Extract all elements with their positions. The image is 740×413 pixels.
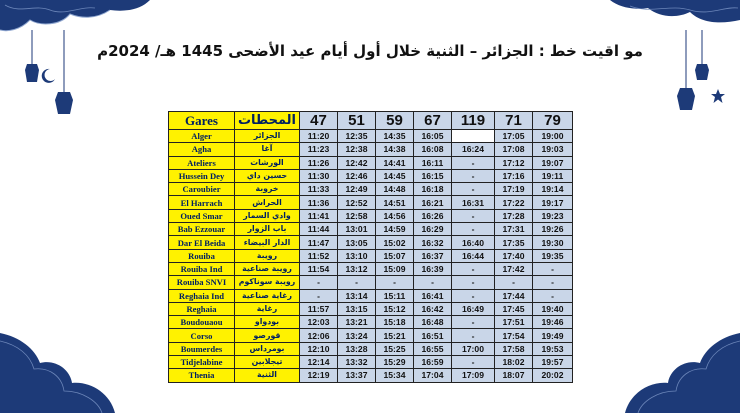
- time-cell: -: [452, 356, 495, 369]
- table-row: [169, 316, 573, 329]
- time-cell: 13:32: [338, 356, 376, 369]
- time-cell: -: [452, 169, 495, 182]
- time-cell: 16:32: [414, 236, 452, 249]
- time-cell: [452, 130, 495, 143]
- time-cell: 17:16: [495, 169, 533, 182]
- time-cell: -: [414, 276, 452, 289]
- table-row: [169, 302, 573, 315]
- time-cell: 17:31: [495, 223, 533, 236]
- train-number: 59: [376, 112, 414, 130]
- table-row: [169, 262, 573, 275]
- time-cell: -: [495, 276, 533, 289]
- time-cell: 11:57: [300, 302, 338, 315]
- time-cell: 19:03: [533, 143, 573, 156]
- time-cell: 17:09: [452, 369, 495, 382]
- time-cell: 16:42: [414, 302, 452, 315]
- train-number: 67: [414, 112, 452, 130]
- time-cell: -: [338, 276, 376, 289]
- station-name: Boudouaou: [169, 316, 235, 329]
- time-cell: 17:12: [495, 156, 533, 169]
- time-cell: 16:44: [452, 249, 495, 262]
- time-cell: 19:00: [533, 130, 573, 143]
- time-cell: 16:49: [452, 302, 495, 315]
- time-cell: 17:22: [495, 196, 533, 209]
- crescent-icon: [40, 68, 56, 84]
- time-cell: 15:34: [376, 369, 414, 382]
- time-cell: -: [452, 183, 495, 196]
- station-name-arabic: رغاية: [235, 302, 300, 315]
- table-row: [169, 183, 573, 196]
- time-cell: 20:02: [533, 369, 573, 382]
- time-cell: 16:59: [414, 356, 452, 369]
- time-cell: -: [452, 289, 495, 302]
- station-name: Boumerdes: [169, 342, 235, 355]
- time-cell: 15:18: [376, 316, 414, 329]
- time-cell: 13:10: [338, 249, 376, 262]
- time-cell: 11:36: [300, 196, 338, 209]
- time-cell: -: [533, 289, 573, 302]
- time-cell: 12:49: [338, 183, 376, 196]
- station-name-arabic: خروبة: [235, 183, 300, 196]
- time-cell: 13:05: [338, 236, 376, 249]
- station-name-arabic: الورشات: [235, 156, 300, 169]
- station-name: El Harrach: [169, 196, 235, 209]
- time-cell: -: [533, 276, 573, 289]
- time-cell: 17:35: [495, 236, 533, 249]
- time-cell: 17:58: [495, 342, 533, 355]
- time-cell: 16:41: [414, 289, 452, 302]
- station-name: Bab Ezzouar: [169, 223, 235, 236]
- time-cell: 16:29: [414, 223, 452, 236]
- corner-ornament-bottom-left: [0, 313, 150, 413]
- header-gares: Gares: [169, 112, 235, 130]
- time-cell: 14:38: [376, 143, 414, 156]
- time-cell: 17:05: [495, 130, 533, 143]
- time-cell: 17:45: [495, 302, 533, 315]
- time-cell: 11:26: [300, 156, 338, 169]
- station-name: Rouiba SNVI: [169, 276, 235, 289]
- time-cell: 18:02: [495, 356, 533, 369]
- time-cell: 19:17: [533, 196, 573, 209]
- time-cell: 15:02: [376, 236, 414, 249]
- time-cell: 16:55: [414, 342, 452, 355]
- star-icon: [710, 88, 726, 104]
- time-cell: 13:14: [338, 289, 376, 302]
- table-row: [169, 249, 573, 262]
- station-name: Alger: [169, 130, 235, 143]
- time-cell: 11:47: [300, 236, 338, 249]
- table-row: [169, 236, 573, 249]
- time-cell: 16:39: [414, 262, 452, 275]
- time-cell: -: [452, 316, 495, 329]
- time-cell: 19:57: [533, 356, 573, 369]
- station-name-arabic: بودواو: [235, 316, 300, 329]
- train-number: 47: [300, 112, 338, 130]
- time-cell: 19:07: [533, 156, 573, 169]
- time-cell: 17:08: [495, 143, 533, 156]
- station-name: Rouiba: [169, 249, 235, 262]
- time-cell: 16:37: [414, 249, 452, 262]
- station-name-arabic: آغا: [235, 143, 300, 156]
- time-cell: 19:23: [533, 209, 573, 222]
- time-cell: 19:53: [533, 342, 573, 355]
- time-cell: 12:35: [338, 130, 376, 143]
- station-name: Tidjelabine: [169, 356, 235, 369]
- time-cell: 13:28: [338, 342, 376, 355]
- time-cell: 17:00: [452, 342, 495, 355]
- time-cell: 19:26: [533, 223, 573, 236]
- time-cell: 12:46: [338, 169, 376, 182]
- station-name: Thenia: [169, 369, 235, 382]
- time-cell: 14:35: [376, 130, 414, 143]
- time-cell: 16:24: [452, 143, 495, 156]
- time-cell: 19:11: [533, 169, 573, 182]
- station-name-arabic: الحراش: [235, 196, 300, 209]
- station-name-arabic: قورصو: [235, 329, 300, 342]
- time-cell: 12:52: [338, 196, 376, 209]
- time-cell: -: [300, 289, 338, 302]
- time-cell: 16:08: [414, 143, 452, 156]
- train-number: 71: [495, 112, 533, 130]
- time-cell: 11:52: [300, 249, 338, 262]
- time-cell: -: [533, 262, 573, 275]
- time-cell: -: [452, 156, 495, 169]
- time-cell: 12:03: [300, 316, 338, 329]
- page-title: مو اقيت خط : الجزائر – الثنية خلال أول أيام عيد الأضحى 1445 هـ/ 2024م: [97, 42, 643, 60]
- time-cell: 16:26: [414, 209, 452, 222]
- time-cell: 17:42: [495, 262, 533, 275]
- time-cell: 13:01: [338, 223, 376, 236]
- time-cell: 13:12: [338, 262, 376, 275]
- time-cell: 17:51: [495, 316, 533, 329]
- station-name-arabic: رغاية صناعية: [235, 289, 300, 302]
- station-name-arabic: الثنية: [235, 369, 300, 382]
- time-cell: 16:31: [452, 196, 495, 209]
- corner-ornament-bottom-right: [590, 313, 740, 413]
- train-number: 79: [533, 112, 573, 130]
- time-cell: 16:51: [414, 329, 452, 342]
- time-cell: 15:09: [376, 262, 414, 275]
- time-cell: 14:41: [376, 156, 414, 169]
- header-row: [169, 112, 573, 130]
- time-cell: 15:12: [376, 302, 414, 315]
- table-row: [169, 130, 573, 143]
- header-arabic: المحطات: [235, 112, 300, 130]
- time-cell: -: [452, 223, 495, 236]
- station-name-arabic: رويبة صناعية: [235, 262, 300, 275]
- table-row: [169, 143, 573, 156]
- time-cell: 12:10: [300, 342, 338, 355]
- time-cell: 17:28: [495, 209, 533, 222]
- time-cell: 17:54: [495, 329, 533, 342]
- table-row: [169, 356, 573, 369]
- time-cell: 14:48: [376, 183, 414, 196]
- station-name: Ateliers: [169, 156, 235, 169]
- table-row: [169, 276, 573, 289]
- schedule-table: [168, 111, 573, 383]
- time-cell: 15:11: [376, 289, 414, 302]
- time-cell: 12:06: [300, 329, 338, 342]
- table-row: [169, 196, 573, 209]
- time-cell: 19:46: [533, 316, 573, 329]
- time-cell: 13:15: [338, 302, 376, 315]
- time-cell: 12:42: [338, 156, 376, 169]
- time-cell: 16:18: [414, 183, 452, 196]
- station-name-arabic: تيجلابين: [235, 356, 300, 369]
- train-number: 119: [452, 112, 495, 130]
- time-cell: 11:30: [300, 169, 338, 182]
- time-cell: 12:19: [300, 369, 338, 382]
- station-name-arabic: حسين داي: [235, 169, 300, 182]
- time-cell: 14:51: [376, 196, 414, 209]
- time-cell: 16:21: [414, 196, 452, 209]
- table-row: [169, 209, 573, 222]
- time-cell: 15:25: [376, 342, 414, 355]
- table-row: [169, 329, 573, 342]
- time-cell: 16:15: [414, 169, 452, 182]
- train-number: 51: [338, 112, 376, 130]
- station-name-arabic: رويبة: [235, 249, 300, 262]
- time-cell: 13:37: [338, 369, 376, 382]
- table-row: [169, 156, 573, 169]
- time-cell: -: [452, 209, 495, 222]
- time-cell: 15:29: [376, 356, 414, 369]
- time-cell: 14:59: [376, 223, 414, 236]
- time-cell: 11:20: [300, 130, 338, 143]
- time-cell: 19:40: [533, 302, 573, 315]
- table-row: [169, 223, 573, 236]
- time-cell: 16:40: [452, 236, 495, 249]
- time-cell: 17:19: [495, 183, 533, 196]
- time-cell: 19:35: [533, 249, 573, 262]
- time-cell: 15:07: [376, 249, 414, 262]
- time-cell: 11:54: [300, 262, 338, 275]
- time-cell: 16:11: [414, 156, 452, 169]
- table-row: [169, 342, 573, 355]
- station-name: Caroubier: [169, 183, 235, 196]
- time-cell: 11:33: [300, 183, 338, 196]
- station-name-arabic: بومرداس: [235, 342, 300, 355]
- time-cell: 11:41: [300, 209, 338, 222]
- time-cell: -: [452, 276, 495, 289]
- time-cell: 13:21: [338, 316, 376, 329]
- station-name: Corso: [169, 329, 235, 342]
- time-cell: 12:38: [338, 143, 376, 156]
- time-cell: 13:24: [338, 329, 376, 342]
- station-name: Reghaia: [169, 302, 235, 315]
- station-name: Oued Smar: [169, 209, 235, 222]
- time-cell: 16:48: [414, 316, 452, 329]
- station-name-arabic: وادي السمار: [235, 209, 300, 222]
- station-name-arabic: الجزائر: [235, 130, 300, 143]
- station-name: Agha: [169, 143, 235, 156]
- time-cell: 19:49: [533, 329, 573, 342]
- station-name-arabic: رويبة سوناكوم: [235, 276, 300, 289]
- time-cell: -: [376, 276, 414, 289]
- time-cell: 11:23: [300, 143, 338, 156]
- time-cell: 12:58: [338, 209, 376, 222]
- time-cell: 14:45: [376, 169, 414, 182]
- time-cell: 14:56: [376, 209, 414, 222]
- time-cell: 12:14: [300, 356, 338, 369]
- station-name: Dar El Beida: [169, 236, 235, 249]
- table-row: [169, 169, 573, 182]
- time-cell: -: [452, 262, 495, 275]
- time-cell: 17:44: [495, 289, 533, 302]
- station-name: Rouiba Ind: [169, 262, 235, 275]
- time-cell: 19:14: [533, 183, 573, 196]
- time-cell: 16:05: [414, 130, 452, 143]
- time-cell: 11:44: [300, 223, 338, 236]
- station-name-arabic: الدار البيضاء: [235, 236, 300, 249]
- time-cell: -: [300, 276, 338, 289]
- table-row: [169, 289, 573, 302]
- table-row: [169, 369, 573, 382]
- time-cell: 19:30: [533, 236, 573, 249]
- station-name: Hussein Dey: [169, 169, 235, 182]
- time-cell: 15:21: [376, 329, 414, 342]
- station-name: Reghaia Ind: [169, 289, 235, 302]
- time-cell: 17:40: [495, 249, 533, 262]
- time-cell: 17:04: [414, 369, 452, 382]
- time-cell: -: [452, 329, 495, 342]
- station-name-arabic: باب الزوار: [235, 223, 300, 236]
- time-cell: 18:07: [495, 369, 533, 382]
